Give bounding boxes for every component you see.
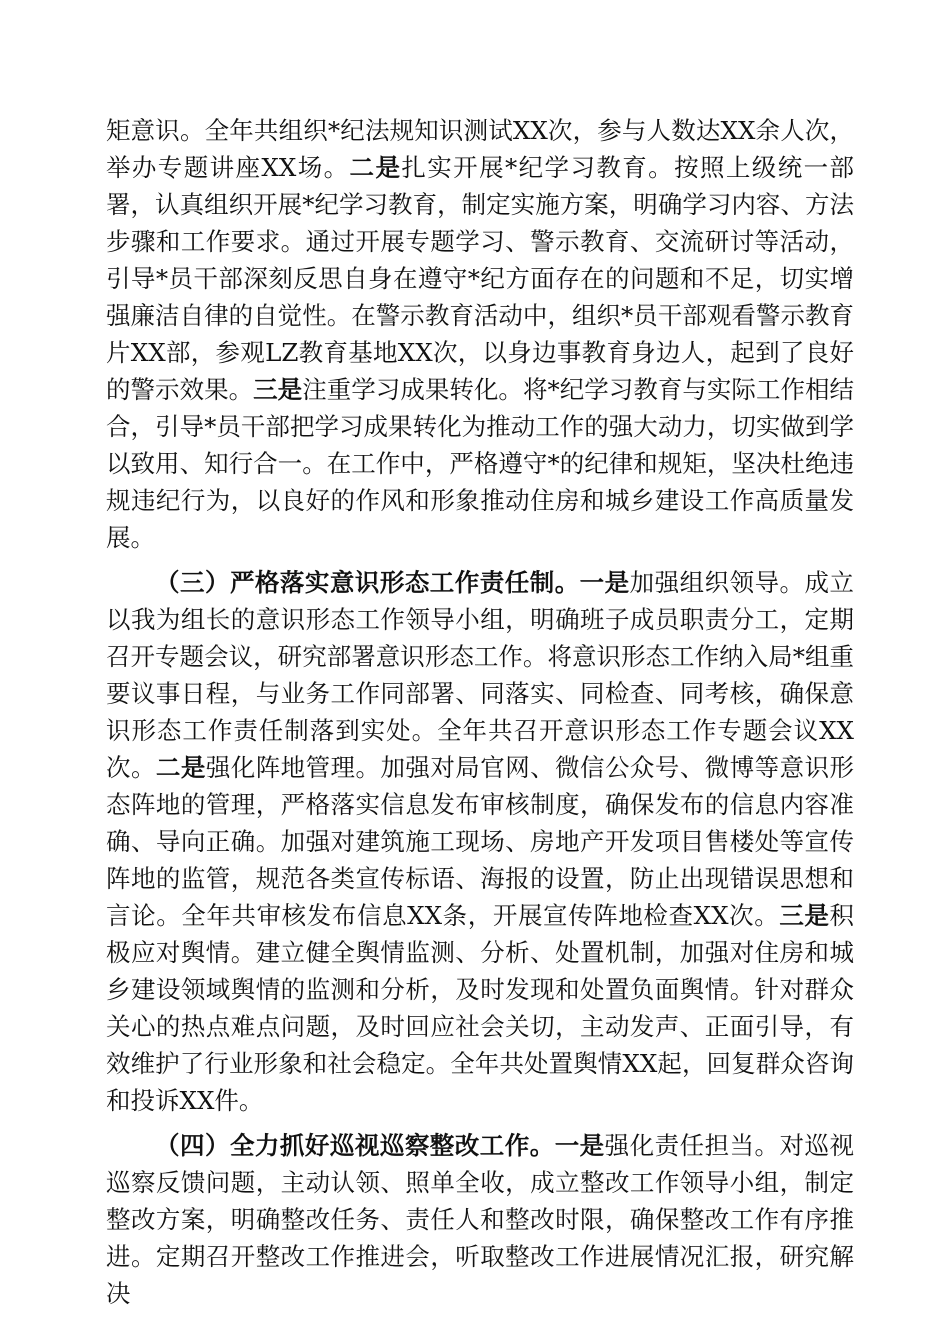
section-heading: （三）严格落实意识形态工作责任制。一是 [155, 568, 630, 597]
text-run: 矩意识。全年共组织*纪法规知识测试XX次，参与人数达XX余人次，举办专题讲座XX场。 [106, 116, 854, 182]
paragraph-1 [106, 112, 854, 556]
bold-run: 二是 [349, 153, 402, 182]
section-heading: （四）全力抓好巡视巡察整改工作。一是 [155, 1131, 605, 1160]
text-run: 强化责任担当。对巡视巡察反馈问题，主动认领、照单全收，成立整改工作领导小组，制定整改方案，明确整改任务、责任人和整改时限，确保整改工作有序推进。定期召开整改工作推进会，听取整改工作进展情况汇报，研究解决 [106, 1131, 855, 1308]
text-run: 扎实开展*纪学习教育。按照上级统一部署，认真组织开展*纪学习教育，制定实施方案，明确学习内容、方法步骤和工作要求。通过开展专题学习、警示教育、交流研讨等活动，引导*员干部深刻反思自身在遵守*纪方面存在的问题和不足，切实增强廉洁自律的自觉性。在警示教育活动中，组织*员干部观看警示教育片XX部，参观LZ教育基地XX次，以身边事教育身边人，起到了良好的警示效果。 [106, 153, 855, 404]
text-run: 强化阵地管理。加强对局官网、微信公众号、微博等意识形态阵地的管理，严格落实信息发布审核制度，确保发布的信息内容准确、导向正确。加强对建筑施工现场、房地产开发项目售楼处等宣传阵地的监管，规范各类宣传标语、海报的设置，防止出现错误思想和言论。全年共审核发布信息XX条，开展宣传阵地检查XX次。 [106, 753, 855, 930]
paragraph-2 [106, 564, 854, 1119]
document-body [106, 112, 854, 1320]
bold-run: 三是 [253, 375, 303, 404]
text-run: 加强组织领导。成立以我为组长的意识形态工作领导小组，明确班子成员职责分工，定期召开专题会议，研究部署意识形态工作。将意识形态工作纳入局*组重要议事日程，与业务工作同部署、同落实、同检查、同考核，确保意识形态工作责任制落到实处。全年共召开意识形态工作专题会议XX次。 [106, 568, 855, 782]
paragraph-3 [106, 1127, 854, 1312]
text-run: 积极应对舆情。建立健全舆情监测、分析、处置机制，加强对住房和城乡建设领域舆情的监测和分析，及时发现和处置负面舆情。针对群众关心的热点难点问题，及时回应社会关切，主动发声、正面引导，有效维护了行业形象和社会稳定。全年共处置舆情XX起，回复群众咨询和投诉XX件。 [106, 901, 855, 1115]
text-run: 注重学习成果转化。将*纪学习教育与实际工作相结合，引导*员干部把学习成果转化为推动工作的强大动力，切实做到学以致用、知行合一。在工作中，严格遵守*的纪律和规矩，坚决杜绝违规违纪行为，以良好的作风和形象推动住房和城乡建设工作高质量发展。 [106, 375, 855, 552]
bold-run: 三是 [779, 901, 830, 930]
bold-run: 二是 [155, 753, 206, 782]
